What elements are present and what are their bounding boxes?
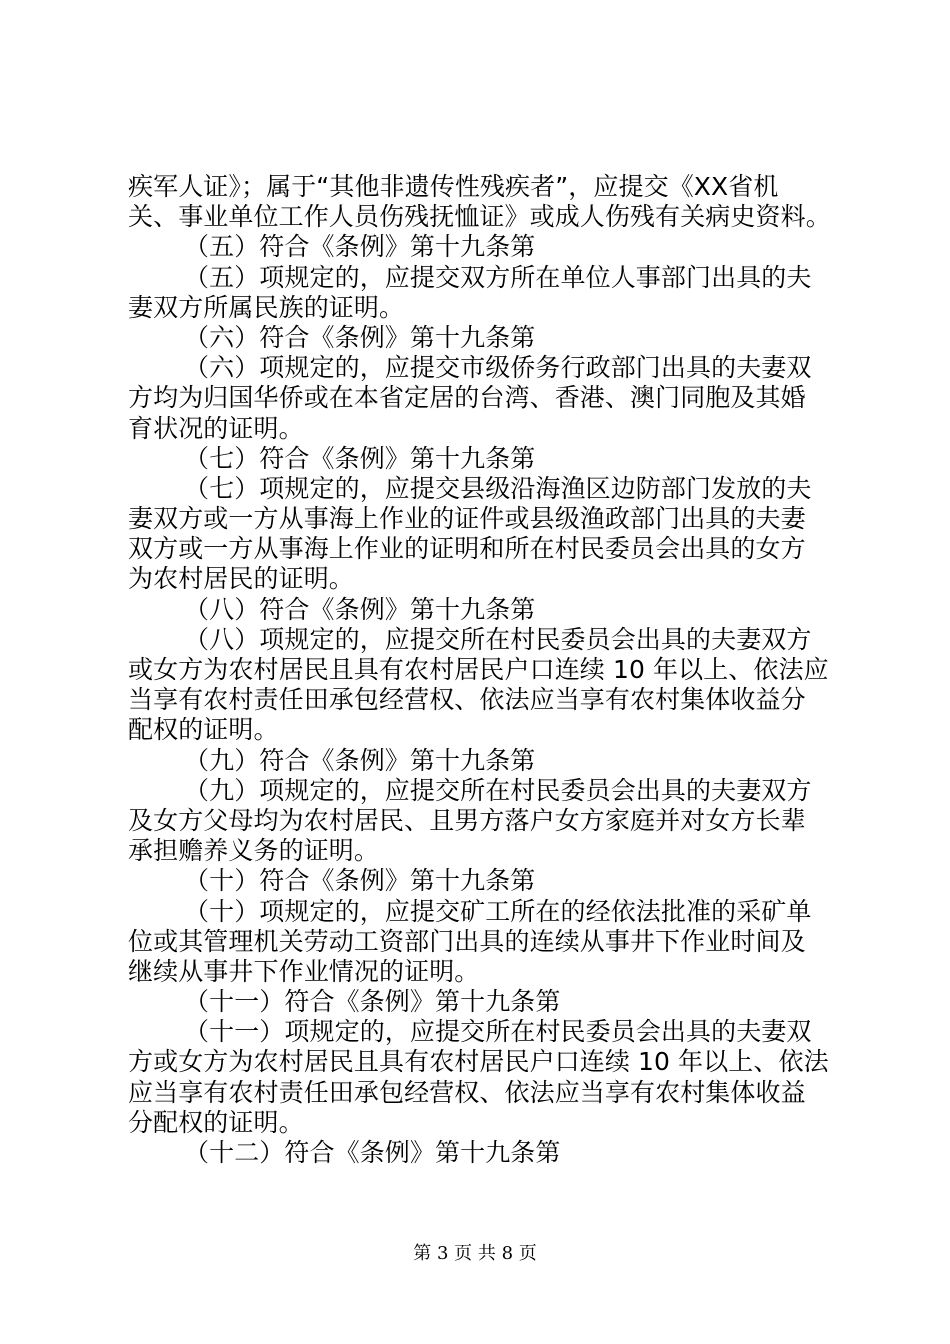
- page-footer: 第 3 页 共 8 页: [413, 1243, 537, 1264]
- text-line: （十一）符合《条例》第十九条第: [184, 987, 561, 1017]
- text-line: 妻双方所属民族的证明。: [128, 292, 405, 322]
- text-line: （七）符合《条例》第十九条第: [184, 443, 536, 473]
- text-line: 或女方为农村居民且具有农村居民户口连续 10 年以上、依法应: [128, 655, 829, 684]
- text-line: 为农村居民的证明。: [128, 564, 354, 594]
- text-line: （六）项规定的，应提交市级侨务行政部门出具的夫妻双: [184, 353, 812, 383]
- text-line: （九）项规定的，应提交所在村民委员会出具的夫妻双方: [184, 775, 812, 805]
- text-line: （九）符合《条例》第十九条第: [184, 745, 536, 775]
- text-line: （十一）项规定的，应提交所在村民委员会出具的夫妻双: [184, 1017, 812, 1047]
- text-line: （十）项规定的，应提交矿工所在的经依法批准的采矿单: [184, 896, 812, 926]
- document-body: [128, 172, 832, 1168]
- text-line: （五）符合《条例》第十九条第: [184, 232, 536, 262]
- text-line: 当享有农村责任田承包经营权、依法应当享有农村集体收益分: [128, 685, 806, 715]
- text-line: （十二）符合《条例》第十九条第: [184, 1138, 561, 1167]
- text-line: （七）项规定的，应提交县级沿海渔区边防部门发放的夫: [184, 473, 812, 503]
- text-line: 位或其管理机关劳动工资部门出具的连续从事井下作业时间及: [128, 926, 806, 956]
- text-line: （十）符合《条例》第十九条第: [184, 866, 536, 896]
- text-line: 及女方父母均为农村居民、且男方落户女方家庭并对女方长辈: [128, 805, 806, 835]
- text-line: （五）项规定的，应提交双方所在单位人事部门出具的夫: [184, 262, 812, 292]
- text-line: 配权的证明。: [128, 715, 279, 745]
- text-line: 关、事业单位工作人员伤残抚恤证》或成人伤残有关病史资料。: [128, 202, 831, 232]
- text-line: 分配权的证明。: [128, 1107, 304, 1137]
- text-line: （六）符合《条例》第十九条第: [184, 322, 536, 352]
- text-line: （八）项规定的，应提交所在村民委员会出具的夫妻双方: [184, 624, 812, 654]
- text-line: 继续从事井下作业情况的证明。: [128, 956, 480, 986]
- text-line: 双方或一方从事海上作业的证明和所在村民委员会出具的女方: [128, 534, 806, 564]
- text-line: 方均为归国华侨或在本省定居的台湾、香港、澳门同胞及其婚: [128, 383, 806, 413]
- text-line: 应当享有农村责任田承包经营权、依法应当享有农村集体收益: [128, 1077, 806, 1107]
- text-line: 育状况的证明。: [128, 413, 304, 443]
- text-line: （八）符合《条例》第十九条第: [184, 594, 536, 624]
- text-line: 承担赡养义务的证明。: [128, 836, 380, 866]
- text-line: 疾军人证》；属于“其他非遗传性残疾者”，应提交《XX省机: [128, 172, 779, 201]
- text-line: 妻双方或一方从事海上作业的证件或县级渔政部门出具的夫妻: [128, 504, 806, 534]
- text-line: 方或女方为农村居民且具有农村居民户口连续 10 年以上、依法: [128, 1047, 829, 1077]
